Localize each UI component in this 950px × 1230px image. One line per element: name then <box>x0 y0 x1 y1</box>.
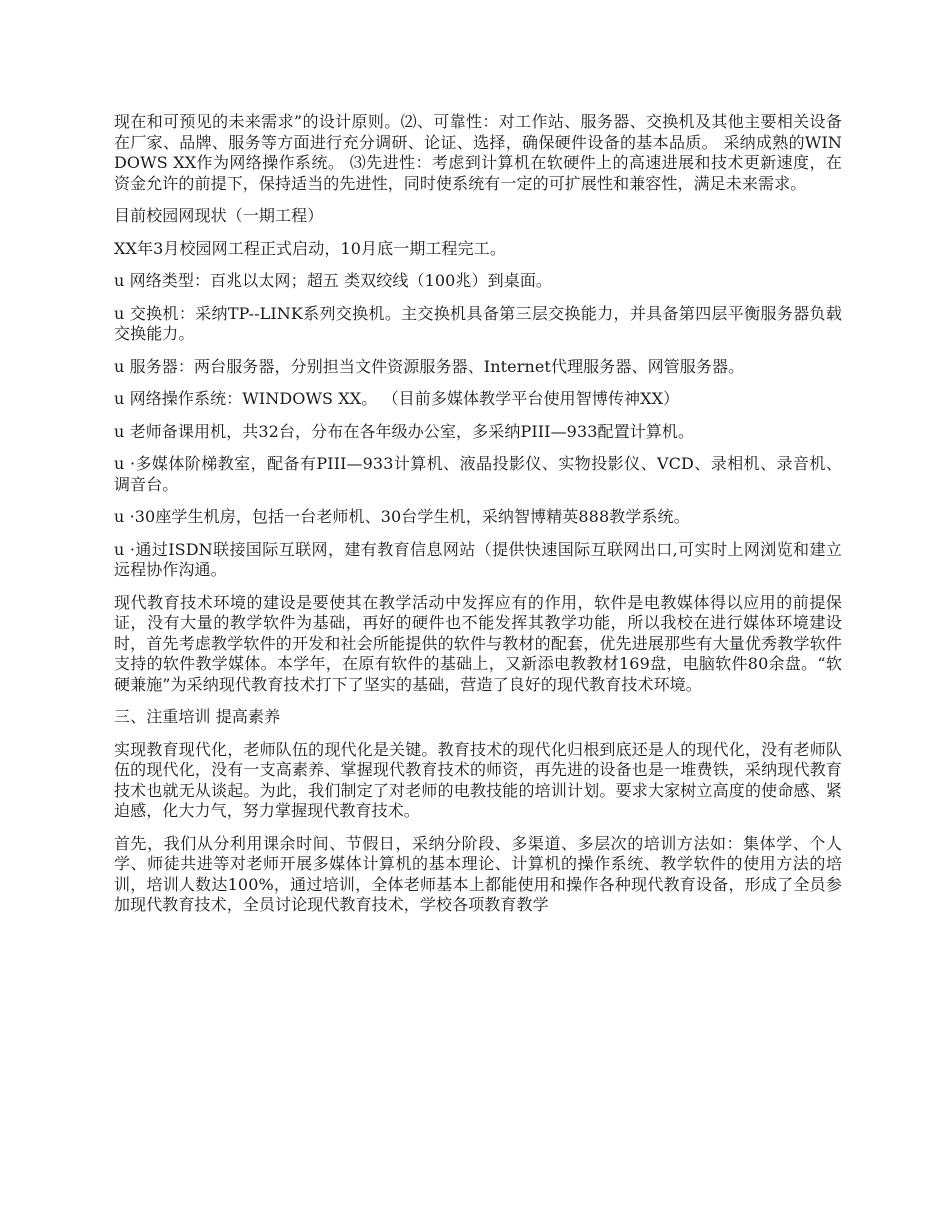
list-item-teacher-computers: u 老师备课用机，共32台，分布在各年级办公室，多采纳PIII—933配置计算机。 <box>114 421 695 441</box>
list-item-computer-lab: u ·30座学生机房，包括一台老师机、30台学生机，采纳智博精英888教学系统。 <box>114 507 690 526</box>
paragraph-project-timeline: XX年3月校园网工程正式启动，10月底一期工程完工。 <box>114 238 506 258</box>
paragraph-design-principles: 现在和可预见的未来需求”的设计原则。⑵、可靠性：对工作站、服务器、交换机及其他主要相关设备在厂家、品牌、服务等方面进行充分调研、论证、选择，确保硬件设备的基本品质。 采纳成熟的WINDOWS XX作为网络操作系统。 ⑶先进性：考虑到计算机在软硬件上的高速进展和技术更新速度，在资金允许的前提下，保持适当的先进性，同时使系统有一定的可扩展性和兼容性，满足未来需求。 <box>114 112 842 193</box>
paragraph-training-methods: 首先，我们从分利用课余时间、节假日，采纳分阶段、多渠道、多层次的培训方法如：集体学、个人学、师徒共进等对老师开展多媒体计算机的基本理论、计算机的操作系统、教学软件的使用方法的培训，培训人数达100%，通过培训，全体老师基本上都能使用和操作各种现代教育设备，形成了全员参加现代教育技术，全员讨论现代教育技术，学校各项教育教学 <box>114 833 842 914</box>
heading-campus-network-status: 目前校园网现状（一期工程） <box>114 206 324 225</box>
list-item-isdn-internet: u ·通过ISDN联接国际互联网，建有教育信息网站（提供快速国际互联网出口,可实时上网浏览和建立远程协作沟通。 <box>114 539 842 579</box>
list-item-server: u 服务器：两台服务器，分别担当文件资源服务器、Internet代理服务器、网管服务器。 <box>114 356 745 376</box>
paragraph-teacher-modernization: 实现教育现代化，老师队伍的现代化是关键。教育技术的现代化归根到底还是人的现代化，没有老师队伍的现代化，没有一支高素养、掌握现代教育技术的师资，再先进的设备也是一堆费铁，采纳现代教育技术也就无从谈起。为此，我们制定了对老师的电教技能的培训计划。要求大家树立高度的使命感、紧迫感，化大力气，努力掌握现代教育技术。 <box>114 739 842 820</box>
list-item-network-os: u 网络操作系统：WINDOWS XX。 （目前多媒体教学平台使用智博传神XX） <box>114 389 680 408</box>
document-page <box>114 112 842 928</box>
list-item-multimedia-classroom: u ·多媒体阶梯教室，配备有PIII—933计算机、液晶投影仪、实物投影仪、VCD、录相机、录音机、调音台。 <box>114 454 842 494</box>
list-item-network-type: u 网络类型：百兆以太网；超五 类双绞线（100兆）到桌面。 <box>114 271 553 290</box>
heading-training: 三、注重培训 提高素养 <box>114 707 281 726</box>
paragraph-software-environment: 现代教育技术环境的建设是要使其在教学活动中发挥应有的作用，软件是电教媒体得以应用的前提保证，没有大量的教学软件为基础，再好的硬件也不能发挥其教学功能，所以我校在进行媒体环境建设时，首先考虑教学软件的开发和社会所能提供的软件与教材的配套，优先进展那些有大量优秀教学软件支持的软件教学媒体。本学年，在原有软件的基础上，又新添电教教材169盘，电脑软件80余盘。“软硬兼施”为采纳现代教育技术打下了坚实的基础，营造了良好的现代教育技术环境。 <box>114 592 842 694</box>
list-item-switch: u 交换机：采纳TP--LINK系列交换机。主交换机具备第三层交换能力，并具备第四层平衡服务器负载交换能力。 <box>114 303 842 343</box>
